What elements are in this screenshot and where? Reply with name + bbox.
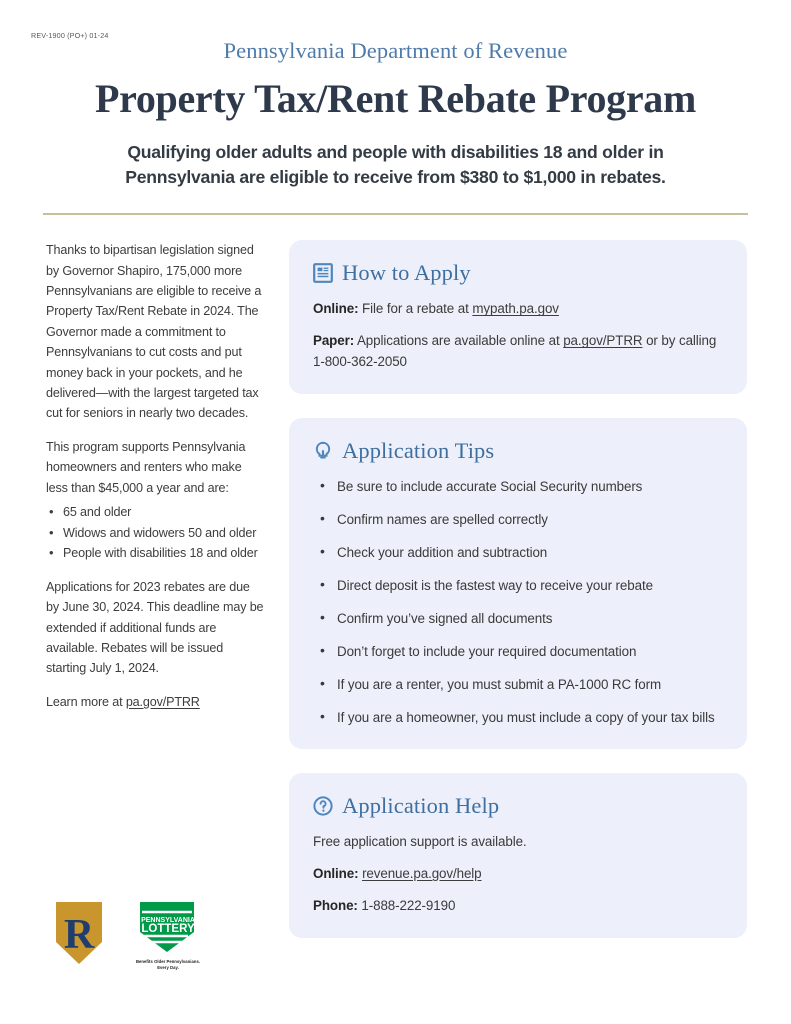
online-text: File for a rebate at bbox=[358, 301, 473, 317]
right-column bbox=[289, 240, 747, 938]
how-to-apply-online-line bbox=[313, 299, 723, 319]
learn-more-prefix: Learn more at bbox=[46, 694, 126, 709]
subtitle-line-1: Qualifying older adults and people with disabilities 18 and older in bbox=[127, 142, 664, 162]
paper-text-2: or by calling 1-800-362-2050 bbox=[313, 333, 717, 369]
list-item: • Don’t forget to include your required documentation bbox=[337, 642, 723, 661]
list-item: • People with disabilities 18 and older bbox=[63, 544, 264, 564]
question-circle-icon bbox=[313, 796, 333, 816]
form-code: REV-1900 (PO+) 01-24 bbox=[31, 31, 109, 40]
learn-more-link[interactable]: pa.gov/PTRR bbox=[125, 694, 200, 709]
lottery-tagline-line-2: Every Day. bbox=[157, 965, 179, 971]
pa-revenue-keystone-logo bbox=[48, 898, 110, 968]
svg-text:PENNSYLVANIA: PENNSYLVANIA bbox=[141, 917, 195, 924]
how-to-apply-card bbox=[289, 240, 747, 393]
application-help-intro: Free application support is available. bbox=[313, 833, 527, 849]
lightbulb-icon bbox=[313, 441, 333, 461]
document-icon bbox=[313, 263, 333, 283]
content-columns bbox=[0, 240, 791, 938]
list-item: • If you are a renter, you must submit a PA-1000 RC form bbox=[337, 675, 723, 694]
application-help-online-line bbox=[313, 864, 723, 884]
pa-lottery-logo-block bbox=[132, 898, 204, 972]
list-item: • Direct deposit is the fastest way to receive your rebate bbox=[337, 576, 723, 595]
help-phone-value: 1-888-222-9190 bbox=[357, 898, 456, 914]
how-to-apply-paper-line bbox=[313, 331, 723, 371]
list-item: • If you are a homeowner, you must include a copy of your tax bills bbox=[337, 708, 723, 727]
application-tips-header bbox=[313, 438, 723, 464]
page-subtitle bbox=[76, 140, 716, 190]
paper-label: Paper: bbox=[313, 333, 355, 349]
help-phone-label: Phone: bbox=[313, 898, 358, 914]
list-item: • Widows and widowers 50 and older bbox=[63, 524, 264, 544]
svg-text:R: R bbox=[63, 912, 95, 958]
document-header bbox=[0, 0, 791, 190]
page-title: Property Tax/Rent Rebate Program bbox=[94, 76, 697, 121]
list-item: • Be sure to include accurate Social Security numbers bbox=[337, 477, 723, 496]
list-item: • Confirm you’ve signed all documents bbox=[337, 609, 723, 628]
mypath-link[interactable]: mypath.pa.gov bbox=[472, 301, 559, 317]
deadline-paragraph: Applications for 2023 rebates are due by June 30, 2024. This deadline may be extended if additional funds are available. Rebates will be issued starting July 1, 2024. bbox=[46, 579, 264, 676]
subtitle-line-2: Pennsylvania are eligible to receive from $380 to $1,000 in rebates. bbox=[125, 167, 666, 188]
help-online-label: Online: bbox=[313, 866, 359, 881]
svg-text:LOTTERY: LOTTERY bbox=[141, 923, 195, 935]
pa-lottery-keystone-logo bbox=[132, 898, 204, 956]
application-help-header bbox=[313, 793, 723, 819]
intro-paragraph: Thanks to bipartisan legislation signed by Governor Shapiro, 175,000 more Pennsylvanians are eligible to receive a Property Tax/Rent Rebate in 2024. The Governor made a commitment to Pennsylvanians to cut costs and put money back in your pockets, and he delivered—with the largest targeted tax cut for seniors in nearly two decades. bbox=[46, 243, 262, 421]
eligibility-list bbox=[46, 503, 264, 564]
ptrr-link[interactable]: pa.gov/PTRR bbox=[563, 333, 643, 349]
paper-text-1: Applications are available online at bbox=[354, 333, 564, 349]
header-divider bbox=[43, 213, 748, 215]
pa-lottery-tagline bbox=[136, 959, 200, 972]
lottery-tagline-line-1: Benefits Older Pennsylvanians. bbox=[135, 959, 201, 964]
application-tips-card bbox=[289, 418, 747, 749]
list-item: • 65 and older bbox=[63, 503, 264, 523]
list-item: • Confirm names are spelled correctly bbox=[337, 510, 723, 529]
application-tips-list bbox=[313, 477, 723, 727]
application-help-card bbox=[289, 773, 747, 938]
list-item: • Check your addition and subtraction bbox=[337, 543, 723, 562]
revenue-help-link[interactable]: revenue.pa.gov/help bbox=[362, 866, 482, 881]
how-to-apply-title: How to Apply bbox=[342, 260, 471, 286]
left-column bbox=[46, 240, 264, 725]
online-label: Online: bbox=[313, 301, 359, 317]
learn-more-line bbox=[46, 692, 264, 712]
how-to-apply-header bbox=[313, 260, 723, 286]
footer-logos bbox=[48, 898, 204, 972]
eligibility-intro-paragraph: This program supports Pennsylvania homeowners and renters who make less than $45,000 a year and are: bbox=[46, 439, 246, 495]
application-tips-title: Application Tips bbox=[342, 437, 495, 463]
application-help-title: Application Help bbox=[342, 792, 500, 818]
application-help-phone-line bbox=[313, 896, 723, 916]
department-name: Pennsylvania Department of Revenue bbox=[223, 38, 568, 63]
